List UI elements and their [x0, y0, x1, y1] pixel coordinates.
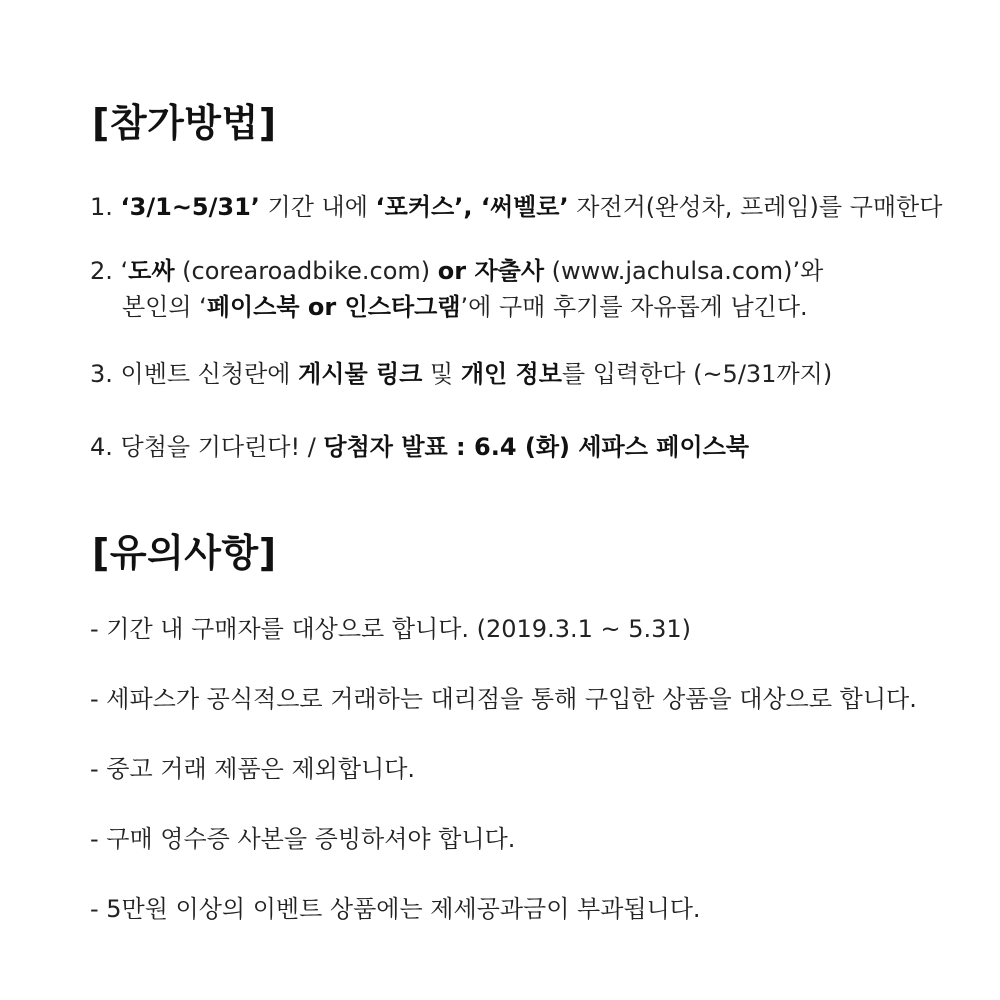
step-text: 자전거(완성차, 프레임)를 구매한다 [568, 193, 943, 221]
step-text: 및 [422, 360, 461, 388]
step-number: 1. [90, 193, 121, 221]
post-link-label: 게시물 링크 [298, 360, 423, 388]
url-corearoadbike: (corearoadbike.com) [174, 257, 438, 285]
site-jachulsa: or 자출사 [437, 257, 545, 285]
step-text: 당첨을 기다린다! / [120, 433, 324, 461]
quote-mark: ‘ [120, 257, 129, 285]
step-number: 3. [90, 360, 121, 388]
note-2: - 세파스가 공식적으로 거래하는 대리점을 통해 구입한 상품을 대상으로 합니다. [90, 685, 917, 713]
note-4: - 구매 영수증 사본을 증빙하셔야 합니다. [90, 825, 516, 853]
step-4 [90, 430, 749, 464]
step-3 [90, 357, 832, 391]
step-text: 본인의 ‘ [122, 293, 207, 321]
social-platforms: 페이스북 or 인스타그램 [206, 293, 461, 321]
step-text: ’에 구매 후기를 자유롭게 남긴다. [460, 293, 808, 321]
brand-cervelo: ‘써벨로’ [480, 193, 569, 221]
winner-announcement: 당첨자 발표 : 6.4 (화) 세파스 페이스북 [323, 433, 749, 461]
separator: , [463, 193, 481, 221]
brand-focus: ‘포커스’ [375, 193, 464, 221]
event-period: ‘3/1~5/31’ [120, 193, 260, 221]
step-text: 를 입력한다 (~5/31까지) [561, 360, 833, 388]
notice-heading: [유의사항] [92, 531, 277, 575]
note-1: - 기간 내 구매자를 대상으로 합니다. (2019.3.1 ~ 5.31) [90, 615, 692, 643]
step-number: 2. [90, 257, 121, 285]
personal-info-label: 개인 정보 [460, 360, 562, 388]
site-dossa: 도싸 [128, 257, 175, 285]
step-text: 이벤트 신청란에 [120, 360, 299, 388]
step-text: 기간 내에 [259, 193, 376, 221]
note-3: - 중고 거래 제품은 제외합니다. [90, 755, 416, 783]
step-1 [90, 190, 942, 224]
url-jachulsa: (www.jachulsa.com)’와 [544, 257, 824, 285]
step-2-continued [122, 290, 808, 324]
step-number: 4. [90, 433, 121, 461]
note-5: - 5만원 이상의 이벤트 상품에는 제세공과금이 부과됩니다. [90, 895, 701, 923]
participation-heading: [참가방법] [92, 101, 277, 145]
step-2 [90, 254, 823, 288]
